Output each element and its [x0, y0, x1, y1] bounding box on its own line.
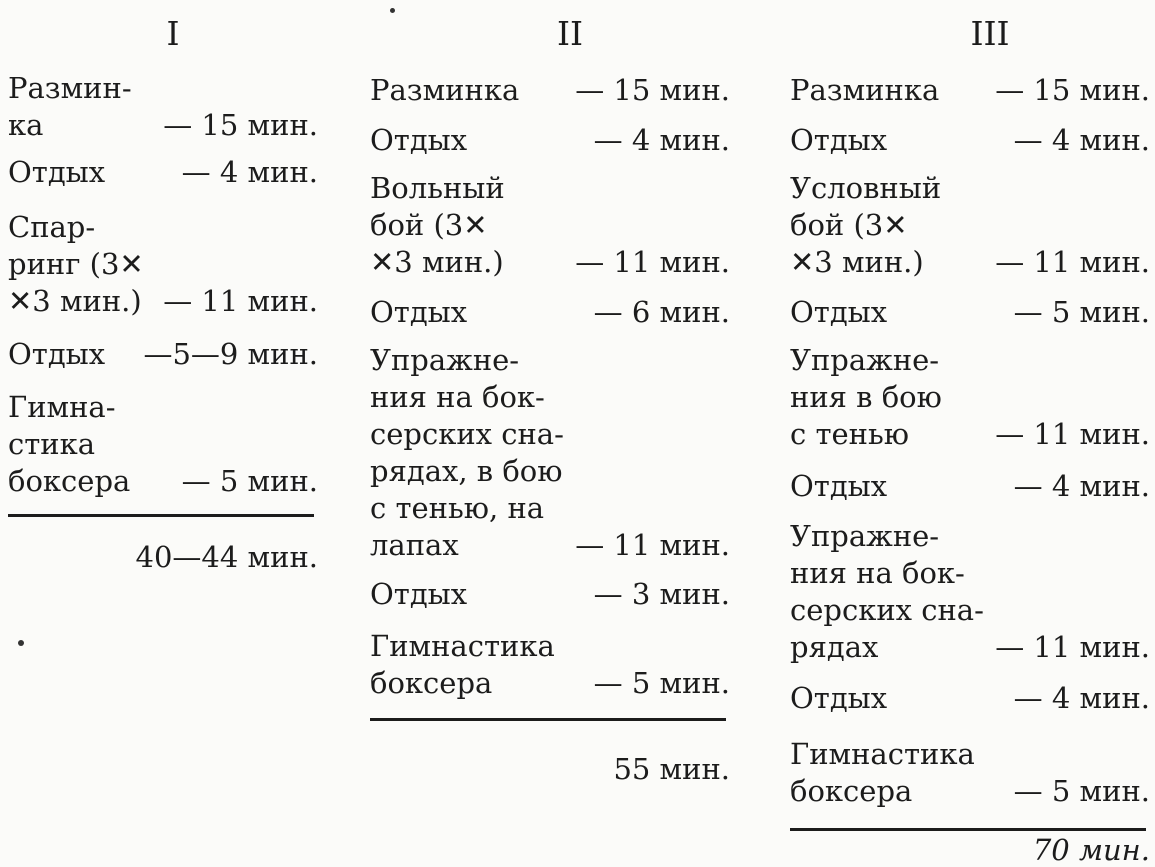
row-label: Отдых — [790, 469, 888, 503]
row-label: Упражне- ния на бок- серских сна- рядах — [790, 519, 984, 664]
schedule-row — [790, 294, 1150, 331]
row-duration: —5—9 мин. — [143, 337, 318, 371]
row-label: Отдых — [790, 681, 888, 715]
row-duration: — 4 мин. — [1013, 469, 1150, 503]
schedule-row — [8, 70, 318, 144]
row-label: Гимнастика боксера — [370, 629, 555, 700]
row-label: Отдых — [8, 337, 106, 371]
schedule-row — [370, 170, 730, 281]
row-label: Отдых — [370, 123, 468, 157]
column-numeral: I — [166, 14, 180, 53]
total-rule — [8, 514, 314, 517]
row-duration: — 4 мин. — [1013, 681, 1150, 715]
row-duration: — 11 мин. — [995, 245, 1150, 279]
row-duration: — 5 мин. — [593, 666, 730, 700]
row-label: Упражне- ния в бою с тенью — [790, 343, 942, 451]
row-duration: — 11 мин. — [995, 417, 1150, 451]
print-speck — [18, 640, 24, 646]
row-duration: — 11 мин. — [575, 245, 730, 279]
schedule-row — [8, 389, 318, 500]
row-duration: — 11 мин. — [163, 284, 318, 318]
row-duration: — 15 мин. — [995, 73, 1150, 107]
schedule-row — [370, 72, 730, 109]
row-label: Гимна- стика боксера — [8, 390, 131, 498]
total-rule — [370, 718, 726, 721]
schedule-row — [790, 468, 1150, 505]
schedule-row — [370, 576, 730, 613]
row-label: Разминка — [790, 73, 940, 107]
row-duration: — 4 мин. — [1013, 123, 1150, 157]
schedule-row — [790, 342, 1150, 453]
row-label: Отдых — [8, 155, 106, 189]
row-label: Условный бой (3✕ ✕3 мин.) — [790, 171, 942, 279]
print-speck — [390, 8, 395, 13]
row-duration: — 11 мин. — [995, 630, 1150, 664]
row-label: Отдых — [790, 123, 888, 157]
total-rule — [790, 828, 1146, 831]
row-label: Спар- ринг (3✕ ✕3 мин.) — [8, 210, 144, 318]
row-duration: — 4 мин. — [593, 123, 730, 157]
schedule-row — [790, 122, 1150, 159]
row-label: Разминка — [370, 73, 520, 107]
row-label: Упражне- ния на бок- серских сна- рядах, в бою с тенью, на лапах — [370, 343, 564, 562]
row-label: Отдых — [790, 295, 888, 329]
row-duration: — 15 мин. — [163, 108, 318, 142]
schedule-row — [790, 736, 1150, 810]
column-numeral: II — [556, 14, 584, 53]
schedule-row — [8, 336, 318, 373]
schedule-row — [8, 154, 318, 191]
row-duration: — 3 мин. — [593, 577, 730, 611]
schedule-row — [790, 680, 1150, 717]
row-duration: — 6 мин. — [593, 295, 730, 329]
row-duration: — 4 мин. — [181, 155, 318, 189]
schedule-row — [370, 628, 730, 702]
row-label: Отдых — [370, 295, 468, 329]
column-total: 55 мин. — [613, 752, 730, 786]
row-label: Размин- ка — [8, 71, 132, 142]
column-numeral: III — [970, 14, 1010, 53]
column-total: 40—44 мин. — [135, 540, 318, 574]
column-total: 70 мин. — [1032, 833, 1150, 867]
row-duration: — 11 мин. — [575, 528, 730, 562]
row-duration: — 5 мин. — [1013, 295, 1150, 329]
row-duration: — 15 мин. — [575, 73, 730, 107]
schedule-row — [790, 518, 1150, 666]
schedule-row — [370, 122, 730, 159]
row-duration: — 5 мин. — [181, 464, 318, 498]
row-label: Отдых — [370, 577, 468, 611]
row-label: Вольный бой (3✕ ✕3 мин.) — [370, 171, 505, 279]
row-label: Гимнастика боксера — [790, 737, 975, 808]
row-duration: — 5 мин. — [1013, 774, 1150, 808]
schedule-row — [370, 294, 730, 331]
schedule-row — [370, 342, 730, 564]
schedule-row — [8, 209, 318, 320]
schedule-row — [790, 72, 1150, 109]
schedule-row — [790, 170, 1150, 281]
